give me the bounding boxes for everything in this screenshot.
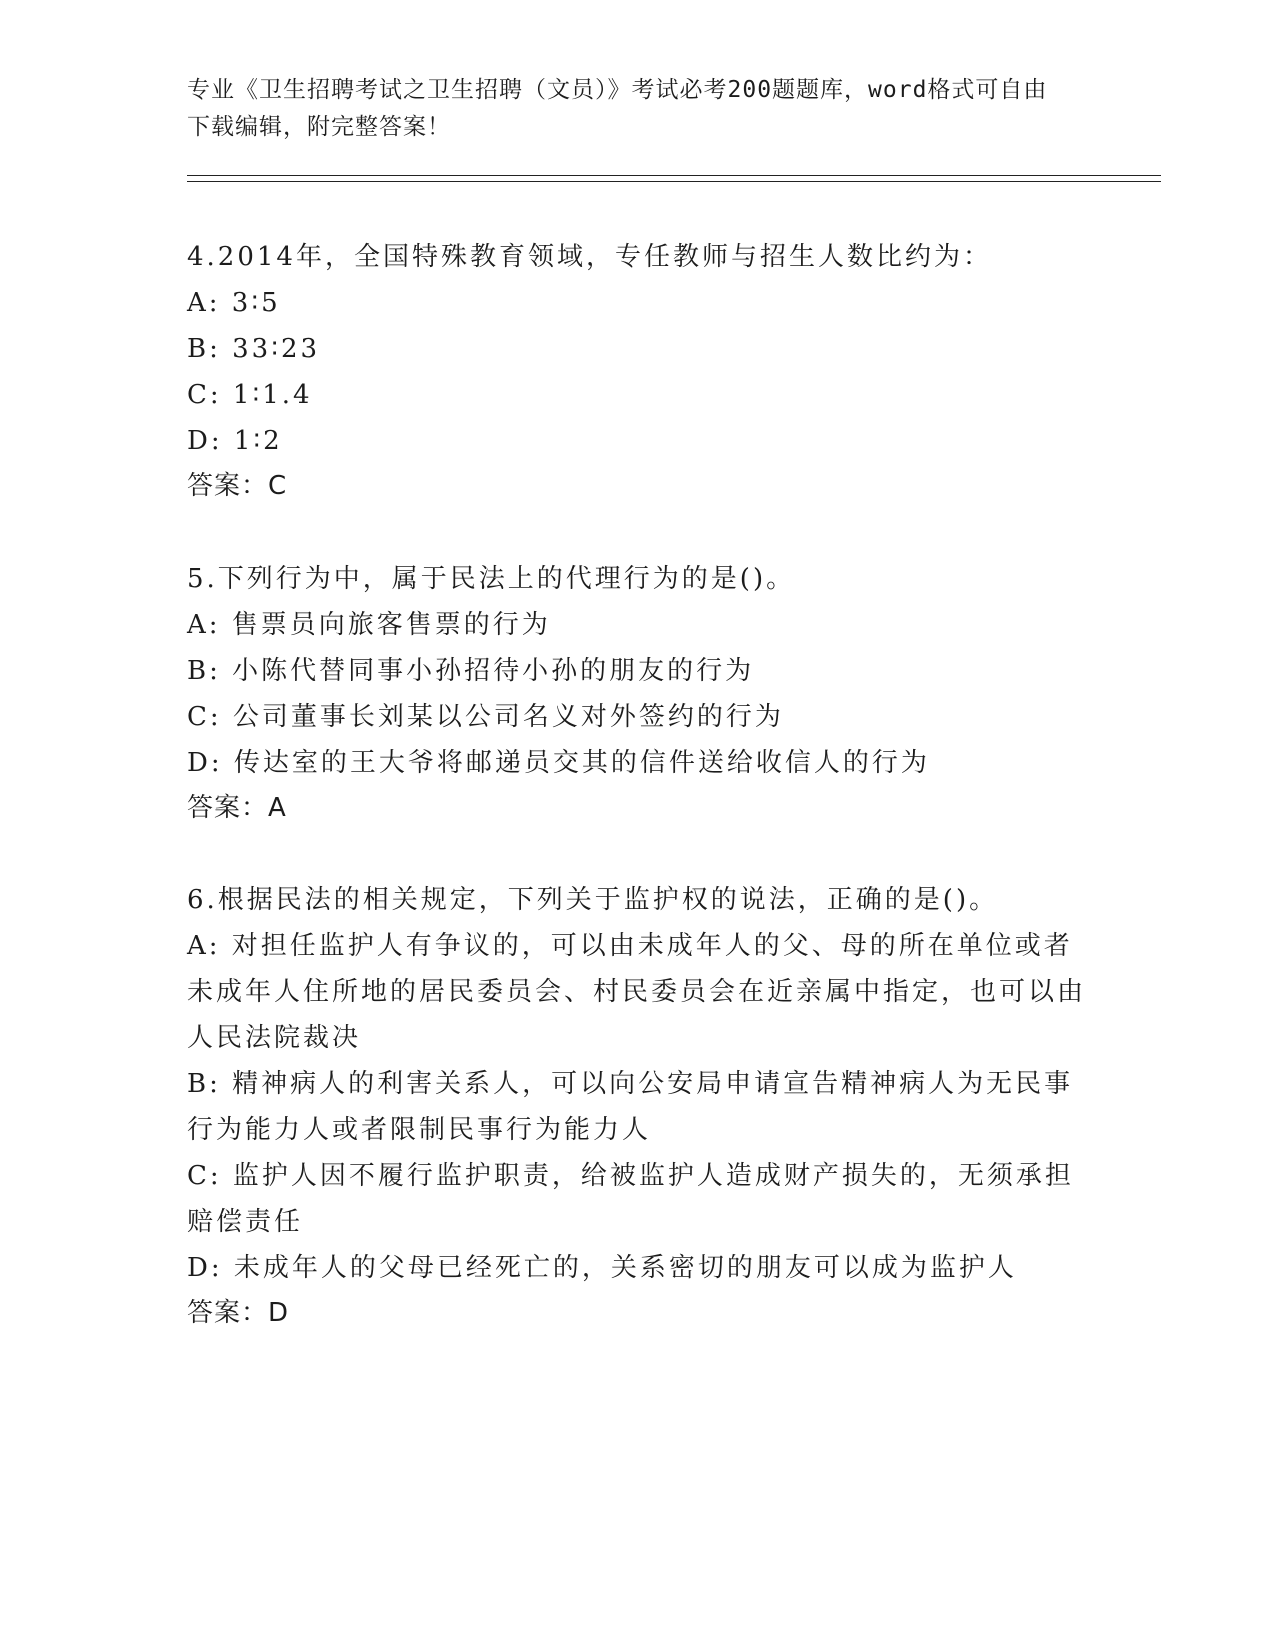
option-d: D: 未成年人的父母已经死亡的，关系密切的朋友可以成为监护人 bbox=[187, 1253, 1017, 1283]
answer: 答案：D bbox=[187, 1298, 290, 1328]
answer: 答案：C bbox=[187, 471, 288, 501]
question-6 bbox=[187, 877, 1087, 1335]
question-4 bbox=[187, 234, 1087, 508]
option-c: C: 1∶1.4 bbox=[187, 380, 313, 410]
header-divider-top bbox=[187, 175, 1161, 176]
question-stem: 5.下列行为中，属于民法上的代理行为的是()。 bbox=[187, 564, 796, 594]
option-d: D: 传达室的王大爷将邮递员交其的信件送给收信人的行为 bbox=[187, 748, 930, 778]
question-5 bbox=[187, 556, 1087, 830]
option-a: A: 对担任监护人有争议的，可以由未成年人的父、母的所在单位或者未成年人住所地的居民委员会、村民委员会在近亲属中指定，也可以由人民法院裁决 bbox=[187, 931, 1087, 1053]
option-a: A: 3∶5 bbox=[187, 288, 281, 318]
option-a: A: 售票员向旅客售票的行为 bbox=[187, 610, 551, 640]
option-b: B: 33∶23 bbox=[187, 334, 321, 364]
question-stem: 4.2014年，全国特殊教育领域，专任教师与招生人数比约为： bbox=[187, 242, 992, 272]
answer: 答案：A bbox=[187, 793, 287, 823]
header-divider-bottom bbox=[187, 181, 1161, 182]
option-c: C: 监护人因不履行监护职责，给被监护人造成财产损失的，无须承担赔偿责任 bbox=[187, 1161, 1074, 1237]
option-c: C: 公司董事长刘某以公司名义对外签约的行为 bbox=[187, 702, 784, 732]
question-stem: 6.根据民法的相关规定，下列关于监护权的说法，正确的是()。 bbox=[187, 885, 999, 915]
option-d: D: 1∶2 bbox=[187, 426, 283, 456]
document-header: 专业《卫生招聘考试之卫生招聘（文员）》考试必考200题题库，word格式可自由下载编辑，附完整答案！ bbox=[187, 77, 1048, 140]
option-b: B: 精神病人的利害关系人，可以向公安局申请宣告精神病人为无民事行为能力人或者限制民事行为能力人 bbox=[187, 1069, 1074, 1145]
option-b: B: 小陈代替同事小孙招待小孙的朋友的行为 bbox=[187, 656, 755, 686]
